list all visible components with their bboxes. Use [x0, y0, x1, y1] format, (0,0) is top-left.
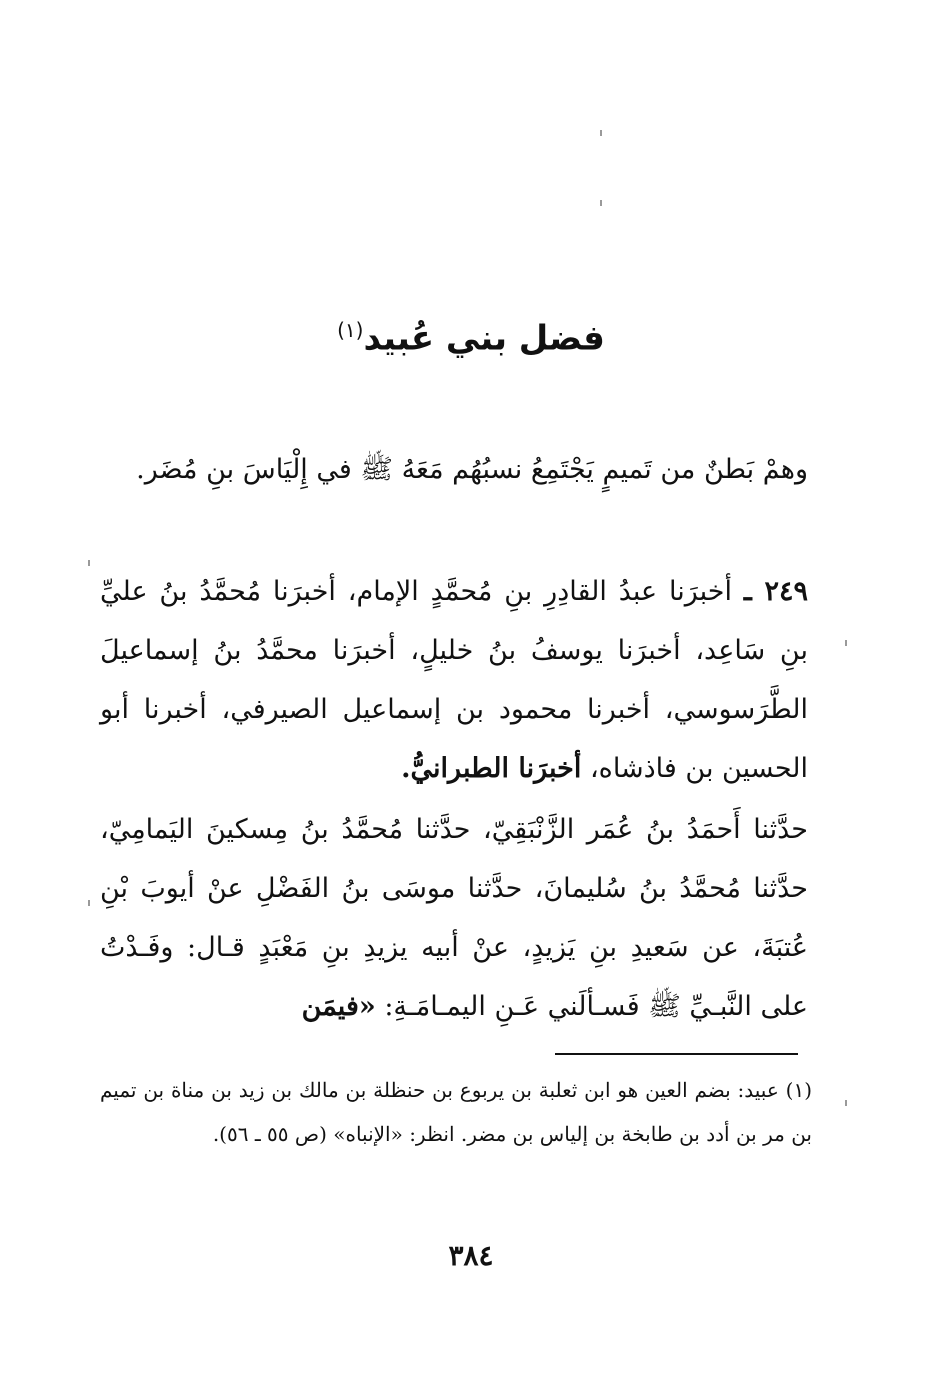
hadith-chain-paragraph	[100, 562, 808, 798]
scan-artifact	[88, 900, 90, 906]
hadith-chain-end: أخبرَنا الطبرانيُّ.	[401, 753, 582, 784]
chapter-title-text: فضل بني عُبيد	[363, 318, 605, 359]
footnote-divider	[555, 1053, 798, 1055]
scan-artifact	[845, 1100, 847, 1106]
scan-artifact	[600, 200, 602, 206]
title-footnote-marker: (١)	[337, 318, 364, 342]
hadith-chain-text: أخبرَنا عبدُ القادِرِ بنِ مُحمَّدٍ الإمام، أخبرَنا مُحمَّدُ بنُ عليِّ بنِ سَاعِد، أخبرَنا يوسفُ بنُ خليلٍ، أخبرَنا محمَّدُ بنُ إسماعيلَ الطَّرَسوسي، أخبرنا محمود بن إسماعيل الصيرفي، أخبرنا أبو الحسين بن فاذشاه،	[100, 576, 808, 784]
hadith-number: ٢٤٩ ـ	[743, 576, 809, 607]
intro-paragraph: وهمْ بَطنٌ من تَميمٍ يَجْتَمِعُ نسبُهُم مَعَهُ ﷺ في إِلْيَاسَ بنِ مُضَر.	[136, 454, 808, 485]
hadith-quote-start: «فيمَن	[301, 991, 376, 1022]
hadith-text-paragraph	[100, 800, 808, 1036]
scan-artifact	[600, 130, 602, 136]
page-number: ٣٨٤	[448, 1239, 494, 1272]
hadith-narration-text: حدَّثنا أَحمَدُ بنُ عُمَر الزَّنْبَقِيّ، حدَّثنا مُحمَّدُ بنُ مِسكينَ اليَمامِيّ، حدَّثنا مُحمَّدُ بنُ سُليمانَ، حدَّثنا موسَى بنُ الفَضْلِ عنْ أيوبَ بْنِ عُتبَةَ، عن سَعيدِ بنِ يَزيدٍ، عنْ أبيه يزيدِ بنِ مَعْبَدٍ قـال: وفَـدْتُ على النَّبـيِّ ﷺ فَسـألَني عَـنِ اليمـامَـةِ:	[100, 814, 808, 1022]
scan-artifact	[845, 640, 847, 646]
chapter-title	[0, 305, 942, 363]
footnote: (١) عبيد: بضم العين هو ابن ثعلبة بن يربوع بن حنظلة بن مالك بن زيد بن مناة بن تميم بن مر بن أدد بن طابخة بن إلياس بن مضر. انظر: «الإنباه» (ص ٥٥ ـ ٥٦).	[100, 1078, 812, 1146]
scan-artifact	[88, 560, 90, 566]
